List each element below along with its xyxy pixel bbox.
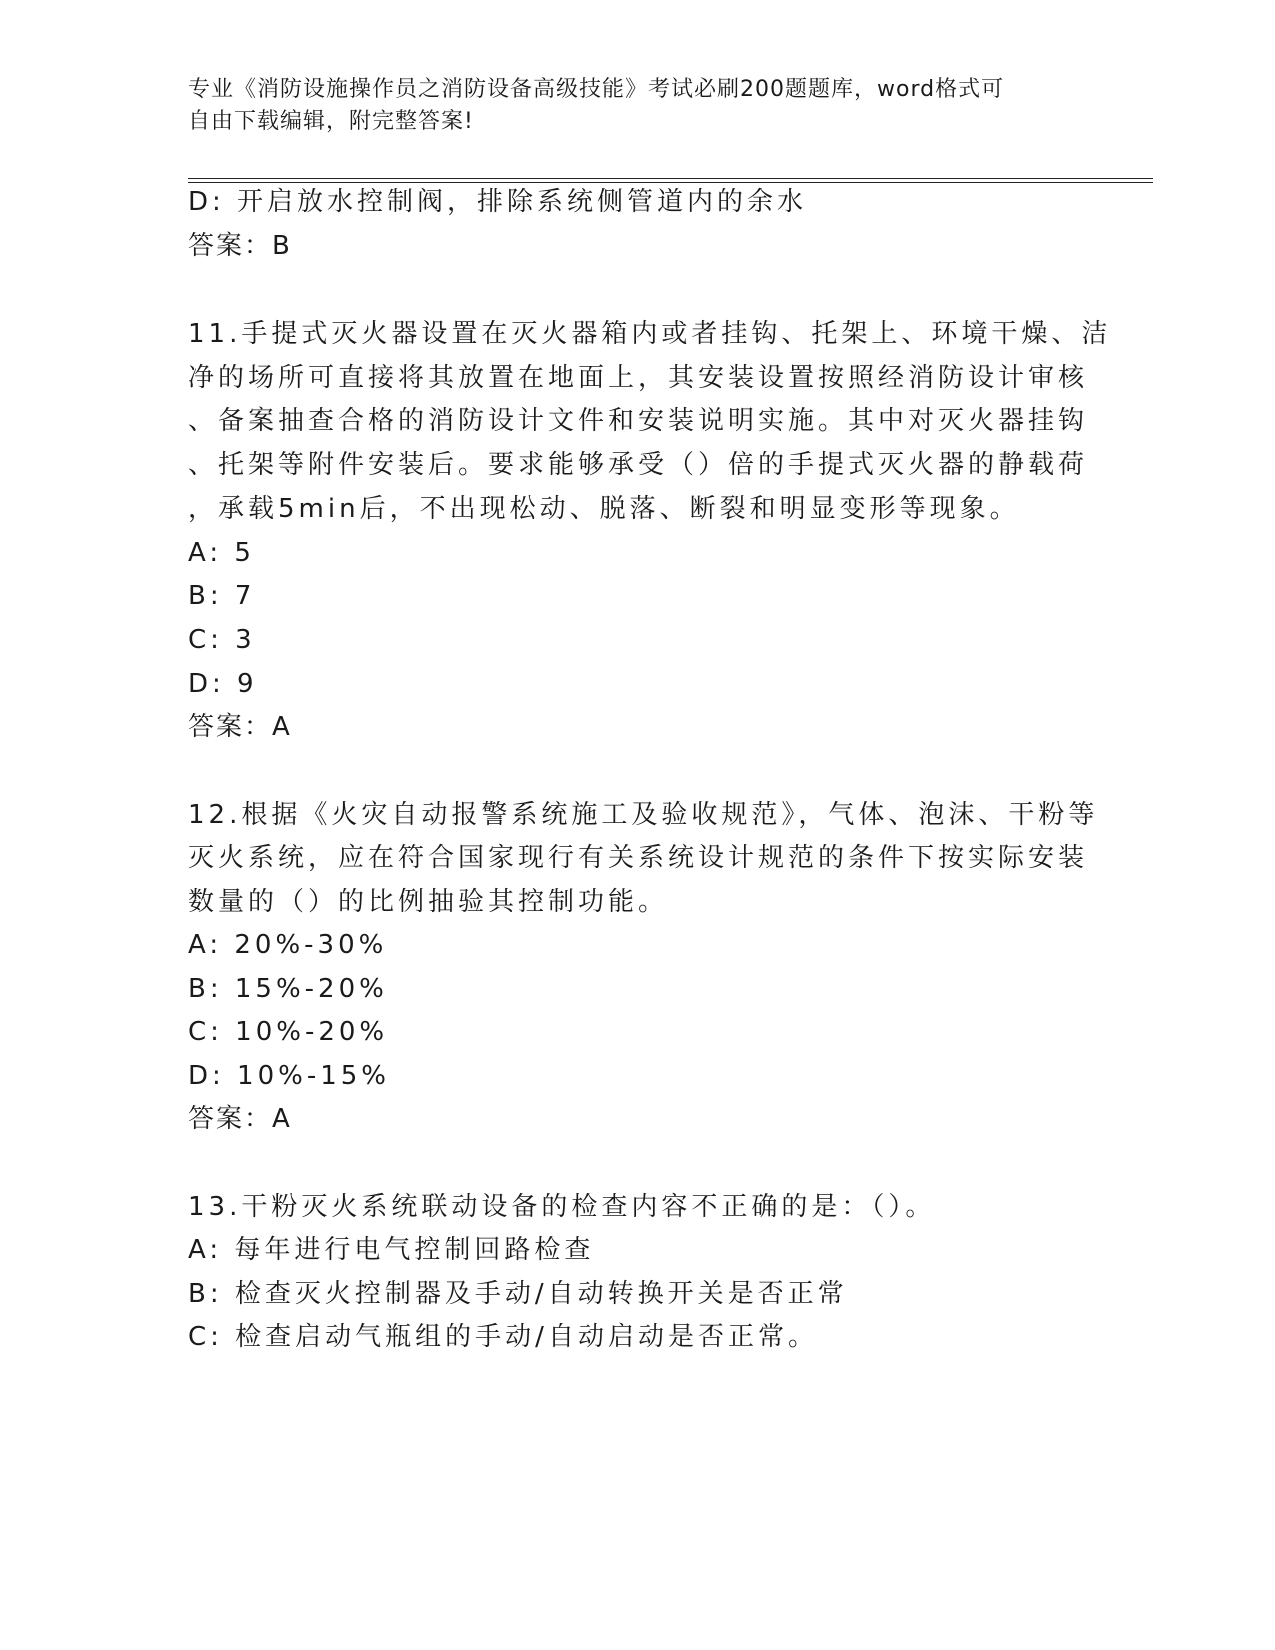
question-text-line: 13.干粉灭火系统联动设备的检查内容不正确的是：（）。: [188, 1192, 936, 1222]
header-line-2: 自由下载编辑，附完整答案!: [188, 109, 474, 134]
option-c: C: 3: [188, 625, 256, 655]
question-text-line: 净的场所可直接将其放置在地面上，其安装设置按照经消防设计审核: [188, 363, 1089, 393]
option-b: B: 检查灭火控制器及手动/自动转换开关是否正常: [188, 1279, 848, 1309]
option-d: D: 10%-15%: [188, 1061, 391, 1091]
question-text-line: 、备案抽查合格的消防设计文件和安装说明实施。其中对灭火器挂钩: [188, 406, 1089, 436]
header-line-1: 专业《消防设施操作员之消防设备高级技能》考试必刷200题题库，word格式可: [188, 77, 1005, 102]
question-text-line: 12.根据《火灾自动报警系统施工及验收规范》，气体、泡沫、干粉等: [188, 800, 1099, 830]
option-b: B: 15%-20%: [188, 974, 388, 1004]
prev-answer: 答案：B: [188, 231, 292, 261]
header-divider-thin: [188, 178, 1153, 179]
question-text-line: 灭火系统，应在符合国家现行有关系统设计规范的条件下按实际安装: [188, 843, 1089, 873]
question-text-line: 数量的（）的比例抽验其控制功能。: [188, 887, 669, 917]
header-divider-thick: [188, 182, 1153, 183]
question-text-line: 、托架等附件安装后。要求能够承受（）倍的手提式灭火器的静载荷: [188, 450, 1089, 480]
answer: 答案：A: [188, 712, 292, 742]
option-b: B: 7: [188, 581, 256, 611]
question-text-line: ，承载5min后，不出现松动、脱落、断裂和明显变形等现象。: [188, 494, 1020, 524]
option-a: A: 20%-30%: [188, 930, 388, 960]
answer: 答案：A: [188, 1104, 292, 1134]
option-a: A: 5: [188, 538, 255, 568]
prev-option-d: D: 开启放水控制阀，排除系统侧管道内的余水: [188, 187, 808, 217]
option-d: D: 9: [188, 669, 258, 699]
option-a: A: 每年进行电气控制回路检查: [188, 1235, 595, 1265]
question-text-line: 11.手提式灭火器设置在灭火器箱内或者挂钩、托架上、环境干燥、洁: [188, 319, 1112, 349]
option-c: C: 检查启动气瓶组的手动/自动启动是否正常。: [188, 1322, 818, 1352]
option-c: C: 10%-20%: [188, 1017, 389, 1047]
document-header: [188, 74, 1068, 138]
